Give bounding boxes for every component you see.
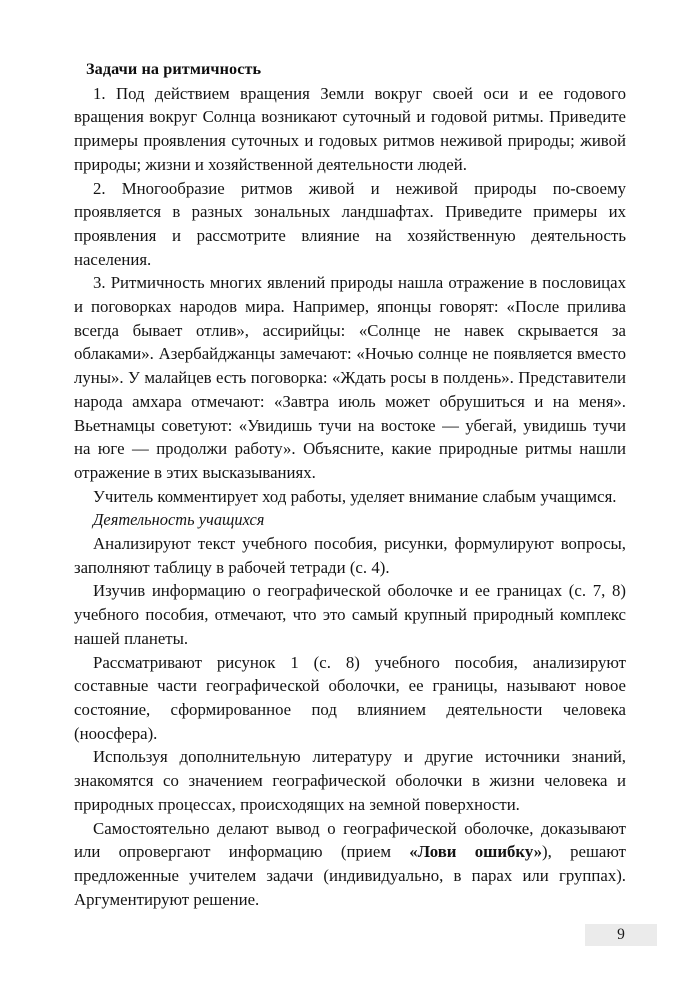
paragraph-activity-1: Анализируют текст учебного пособия, рисунки, формулируют вопросы, заполняют таблицу в рабочей тетради (с. 4). [74,534,626,577]
subheading-student-activity: Деятельность учащихся [93,510,265,530]
paragraph-task-1: 1. Под действием вращения Земли вокруг своей оси и ее годового вращения вокруг Солнца возникают суточный и годовой ритмы. Приведите примеры проявления суточных и годовых ритмов неживой природы; живой природы; жизни и хозяйственной деятельности людей. [74,83,626,174]
paragraph-teacher-note: Учитель комментирует ход работы, уделяет внимание слабым учащимся. [93,486,617,506]
page-heading: Задачи на ритмичность [86,60,262,78]
paragraph-activity-3: Рассматривают рисунок 1 (с. 8) учебного пособия, анализируют составные части географической оболочки, ее границы, называют новое состояние, сформированное под влиянием деятельности человека (ноосфера). [74,652,626,743]
paragraph-task-2: 2. Многообразие ритмов живой и неживой природы по-своему проявляется в разных зональных ландшафтах. Приведите примеры их проявления и рассмотрите влияние на хозяйственную деятельность населения. [74,178,626,269]
paragraph-activity-2: Изучив информацию о географической оболочке и ее границах (с. 7, 8) учебного пособия, отмечают, что это самый крупный природный комплекс нашей планеты. [74,581,626,648]
activity-5-emphasis: «Лови ошибку» [409,842,543,862]
page-number-box [585,924,657,946]
activity-5-text-after: ), решают предложенные учителем задачи (индивидуально, в парах или группах). Аргументируют решение. [74,842,626,909]
paragraph-task-3: 3. Ритмичность многих явлений природы нашла отражение в пословицах и поговорках народов мира. Например, японцы говорят: «После прилива всегда бывает отлив», ассирийцы: «Солнце не навек скрывается за облаками». Азербайджанцы замечают: «Ночью солнце не появляется вместо луны». У малайцев есть поговорка: «Ждать росы в полдень». Представители народа амхара отмечают: «Завтра июль может обрушиться и на меня». Вьетнамцы советуют: «Увидишь тучи на востоке — убегай, увидишь тучи на юге — продолжи работу». Объясните, какие природные ритмы нашли отражение в этих высказываниях. [74,273,626,482]
page-content [74,58,626,911]
paragraph-activity-4: Используя дополнительную литературу и другие источники знаний, знакомятся со значением географической оболочки в жизни человека и природных процессах, происходящих на земной поверхности. [74,747,626,814]
page-number: 9 [617,926,625,943]
paragraph-activity-5 [74,817,626,912]
activity-5-text-before: Самостоятельно делают вывод о географической оболочке, доказывают или опровергают информацию (прием [74,818,626,862]
